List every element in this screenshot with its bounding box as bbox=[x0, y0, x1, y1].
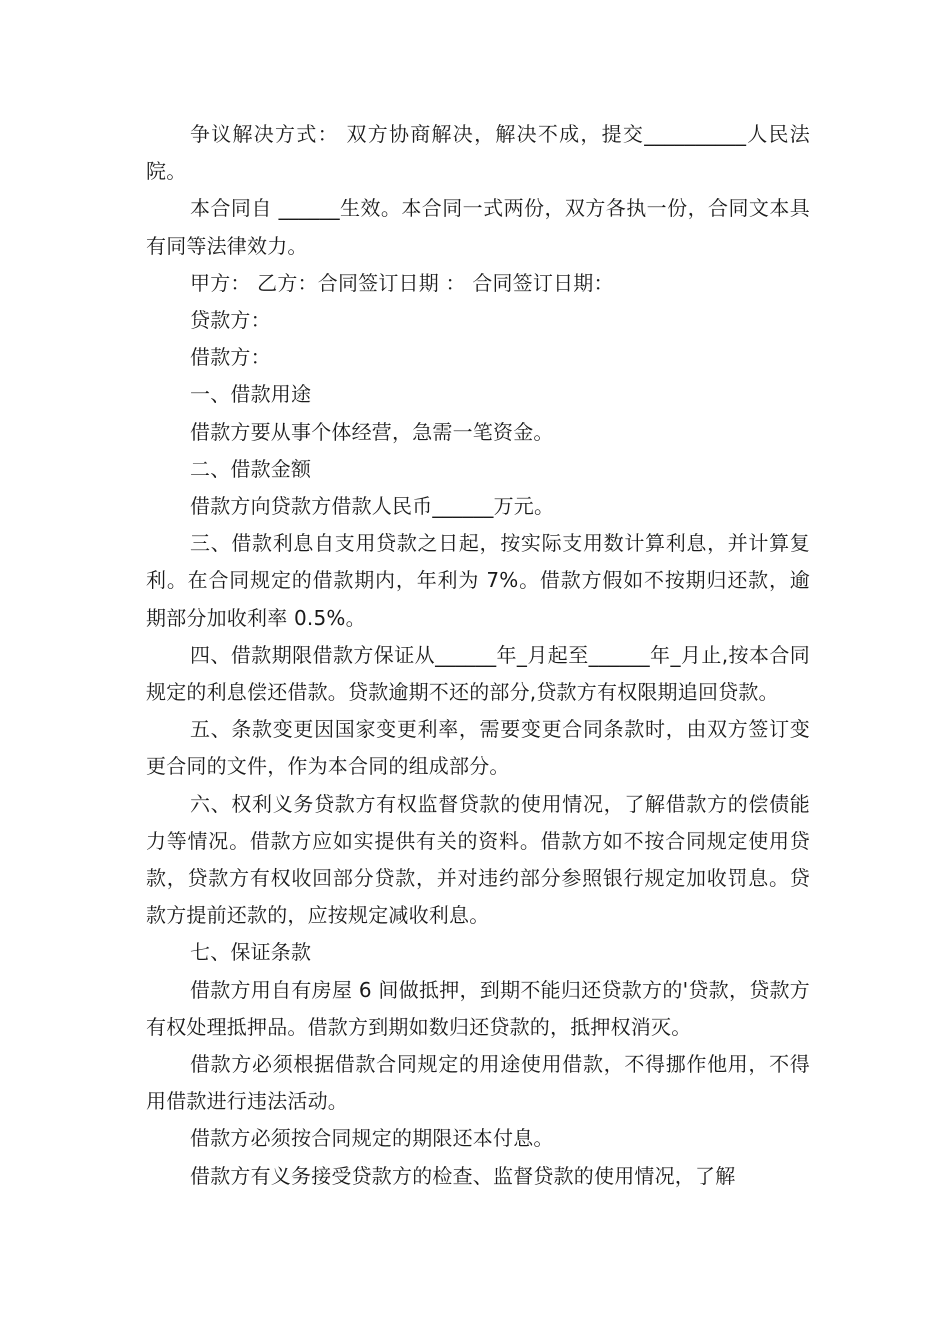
loan-purpose-paragraph: 借款方要从事个体经营，急需一笔资金。 bbox=[190, 419, 554, 444]
rights-obligations-paragraph: 六、权利义务贷款方有权监督贷款的使用情况，了解借款方的偿债能力等情况。借款方应如实提供有关的资料。借款方如不按合同规定使用贷款，贷款方有权收回部分贷款，并对违约部分参照银行规定加收罚息。贷款方提前还款的，应按规定减收利息。 bbox=[146, 791, 810, 928]
interest-clause-paragraph: 三、借款利息自支用贷款之日起，按实际支用数计算利息，并计算复利。在合同规定的借款期内，年利为 7%。借款方假如不按期归还款，逾期部分加收利率 0.5%。 bbox=[146, 531, 810, 630]
document-page bbox=[146, 116, 810, 1195]
inspection-paragraph: 借款方有义务接受贷款方的检查、监督贷款的使用情况，了解 bbox=[190, 1163, 736, 1188]
section-heading-loan-amount: 二、借款金额 bbox=[190, 456, 312, 481]
collateral-paragraph: 借款方用自有房屋 6 间做抵押，到期不能归还贷款方的'贷款，贷款方有权处理抵押品。借款方到期如数归还贷款的，抵押权消灭。 bbox=[146, 977, 810, 1039]
lender-label: 贷款方： bbox=[190, 308, 271, 333]
section-heading-guarantee: 七、保证条款 bbox=[190, 940, 312, 965]
section-heading-loan-purpose: 一、借款用途 bbox=[190, 382, 312, 407]
dispute-resolution-paragraph: 争议解决方式： 双方协商解决，解决不成，提交__________人民法院。 bbox=[146, 122, 810, 184]
usage-restriction-paragraph: 借款方必须根据借款合同规定的用途使用借款，不得挪作他用，不得用借款进行违法活动。 bbox=[146, 1052, 810, 1114]
clause-change-paragraph: 五、条款变更因国家变更利率，需要变更合同条款时，由双方签订变更合同的文件，作为本合同的组成部分。 bbox=[146, 717, 810, 779]
loan-amount-paragraph: 借款方向贷款方借款人民币______万元。 bbox=[190, 494, 555, 519]
signature-line-paragraph: 甲方： 乙方：合同签订日期 ： 合同签订日期： bbox=[190, 270, 614, 295]
borrower-label: 借款方： bbox=[190, 345, 271, 370]
repayment-paragraph: 借款方必须按合同规定的期限还本付息。 bbox=[190, 1126, 554, 1151]
loan-term-paragraph: 四、借款期限借款方保证从______年_月起至______年_月止,按本合同规定的利息偿还借款。贷款逾期不还的部分,贷款方有权限期追回贷款。 bbox=[146, 642, 810, 705]
effective-date-paragraph: 本合同自 ______生效。本合同一式两份，双方各执一份，合同文本具有同等法律效力。 bbox=[146, 196, 810, 258]
